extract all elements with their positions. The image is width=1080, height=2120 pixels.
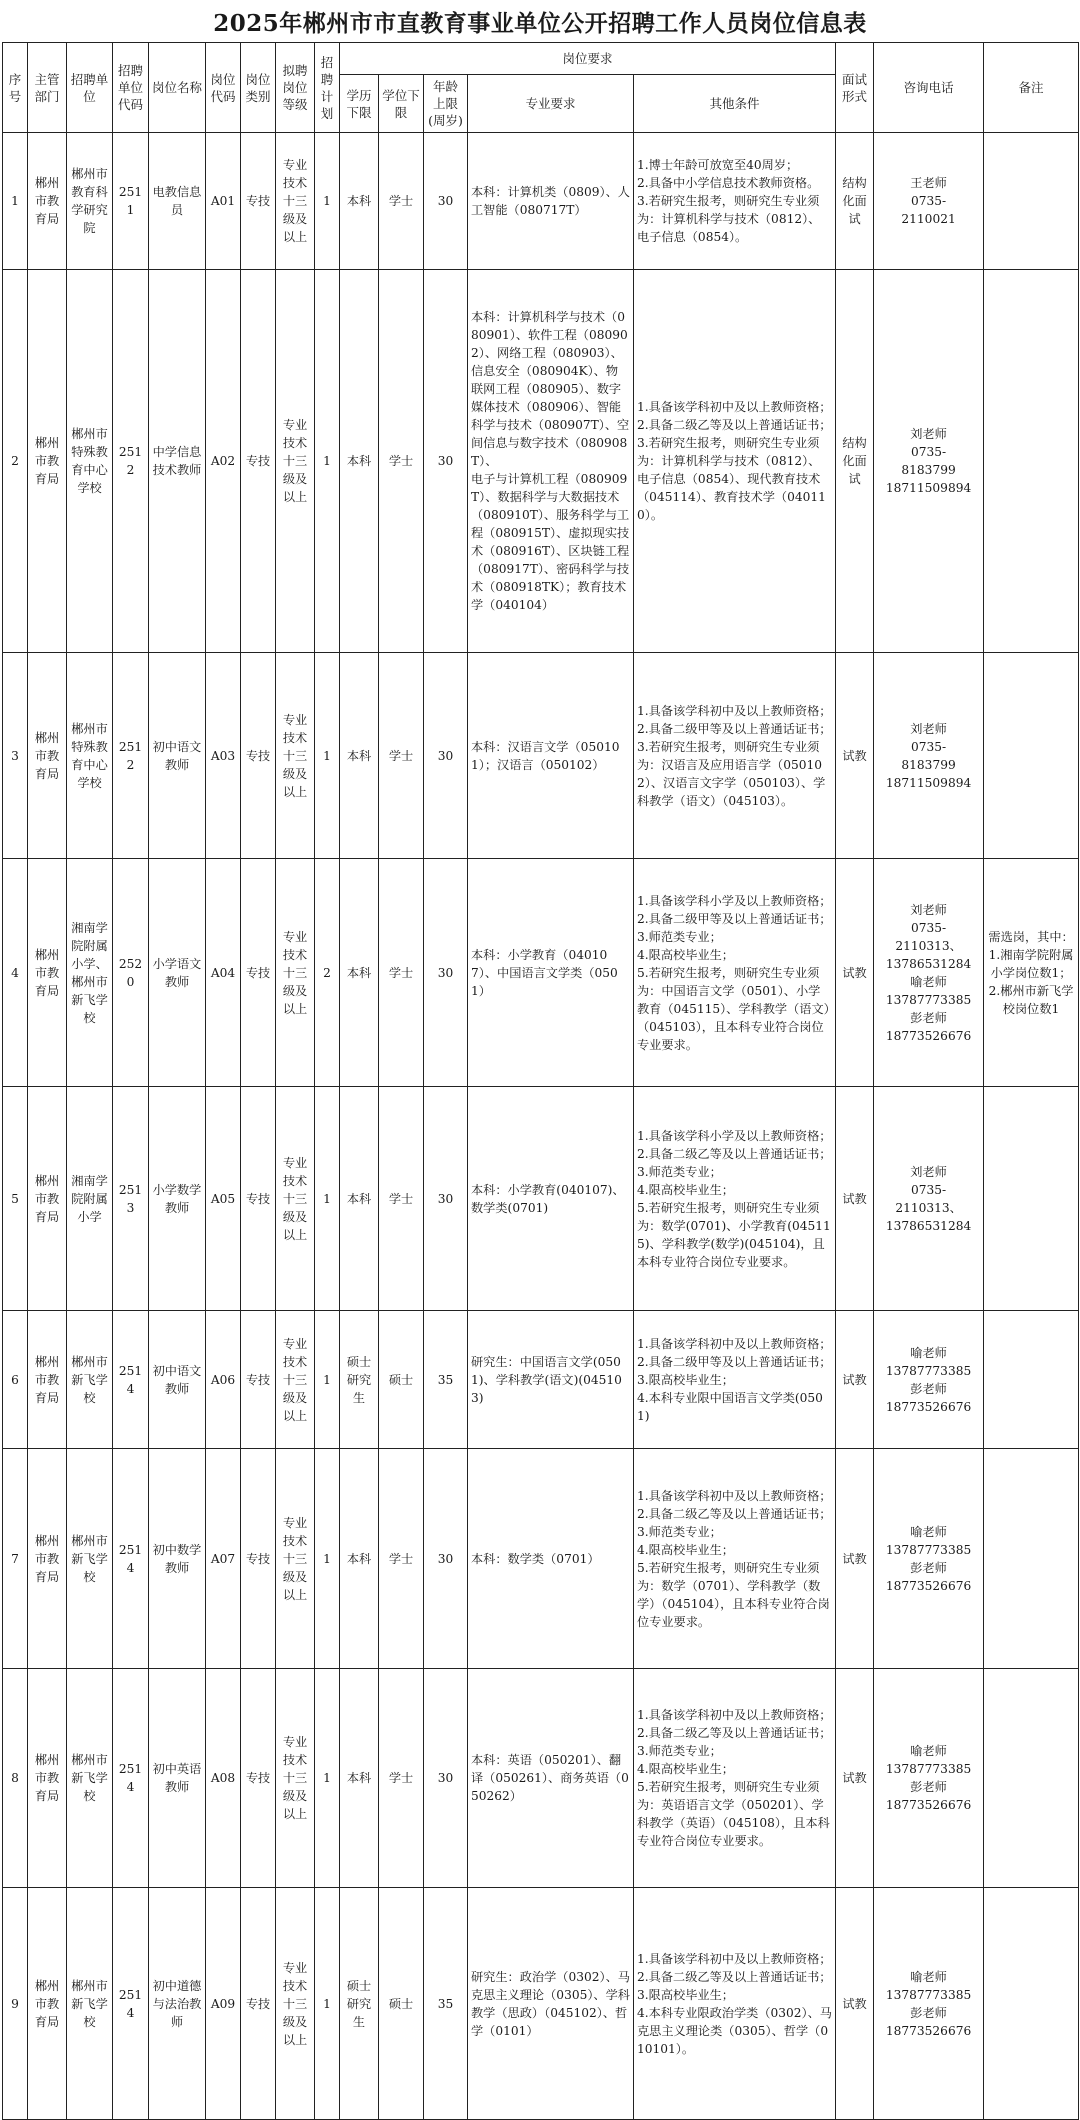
cell-phone: 刘老师 0735- 8183799 18711509894	[874, 653, 984, 859]
header-dept: 主管部门	[28, 43, 67, 133]
cell-post-code: A01	[206, 133, 241, 270]
cell-unit-code: 2514	[113, 1449, 149, 1669]
cell-interview: 试教	[836, 859, 874, 1087]
table-row	[3, 1311, 1079, 1449]
cell-post-level: 专业技术十三级及以上	[276, 1669, 315, 1888]
cell-post-code: A02	[206, 270, 241, 653]
cell-remark	[984, 1311, 1079, 1449]
cell-plan: 1	[315, 653, 340, 859]
cell-phone: 喻老师 13787773385 彭老师 18773526676	[874, 1449, 984, 1669]
header-interview: 面试形式	[836, 43, 874, 133]
table-row	[3, 1669, 1079, 1888]
cell-dept: 郴州市教育局	[28, 1449, 67, 1669]
cell-dept: 郴州市教育局	[28, 1311, 67, 1449]
cell-seq: 1	[3, 133, 28, 270]
cell-post-type: 专技	[241, 133, 276, 270]
cell-seq: 2	[3, 270, 28, 653]
cell-remark	[984, 653, 1079, 859]
header-other: 其他条件	[634, 75, 836, 133]
cell-age: 35	[424, 1888, 468, 2120]
cell-phone: 刘老师 0735- 8183799 18711509894	[874, 270, 984, 653]
cell-post-type: 专技	[241, 653, 276, 859]
cell-major: 研究生：中国语言文学(0501)、学科教学(语文)(045103)	[468, 1311, 634, 1449]
cell-post-type: 专技	[241, 1669, 276, 1888]
cell-plan: 1	[315, 270, 340, 653]
cell-phone: 喻老师 13787773385 彭老师 18773526676	[874, 1311, 984, 1449]
header-post-name: 岗位名称	[149, 43, 206, 133]
cell-post-name: 初中道德与法治教师	[149, 1888, 206, 2120]
cell-interview: 试教	[836, 1311, 874, 1449]
cell-age: 30	[424, 1449, 468, 1669]
header-post-level: 拟聘岗位等级	[276, 43, 315, 133]
cell-remark	[984, 270, 1079, 653]
cell-remark	[984, 1888, 1079, 2120]
cell-unit: 湘南学院附属小学、郴州市新飞学校	[67, 859, 113, 1087]
cell-plan: 1	[315, 1888, 340, 2120]
cell-major: 本科：小学教育(040107)、数学类(0701)	[468, 1087, 634, 1311]
cell-seq: 4	[3, 859, 28, 1087]
cell-post-name: 中学信息技术教师	[149, 270, 206, 653]
cell-unit: 湘南学院附属小学	[67, 1087, 113, 1311]
cell-dept: 郴州市教育局	[28, 133, 67, 270]
header-edu: 学历下限	[340, 75, 379, 133]
cell-phone: 刘老师 0735- 2110313、 13786531284 喻老师 13787773385 彭老师 18773526676	[874, 859, 984, 1087]
cell-unit-code: 2514	[113, 1888, 149, 2120]
cell-plan: 1	[315, 1087, 340, 1311]
cell-post-code: A09	[206, 1888, 241, 2120]
cell-major: 研究生：政治学（0302）、马克思主义理论（0305）、学科教学（思政）（045102）、哲学（0101）	[468, 1888, 634, 2120]
cell-unit: 郴州市新飞学校	[67, 1449, 113, 1669]
cell-phone: 王老师 0735- 2110021	[874, 133, 984, 270]
table-body	[3, 133, 1079, 2120]
cell-unit: 郴州市新飞学校	[67, 1669, 113, 1888]
cell-other: 1.具备该学科初中及以上教师资格； 2.具备二级乙等及以上普通话证书； 3.若研究生报考，则研究生专业须为：计算机科学与技术（0812）、电子信息（0854）、现代教育技术（045114）、教育技术学（040110）。	[634, 270, 836, 653]
cell-major: 本科：计算机类（0809）、人工智能（080717T）	[468, 133, 634, 270]
cell-post-name: 初中语文教师	[149, 653, 206, 859]
cell-major: 本科：小学教育（040107）、中国语言文学类（0501）	[468, 859, 634, 1087]
cell-unit: 郴州市新飞学校	[67, 1888, 113, 2120]
cell-post-code: A08	[206, 1669, 241, 1888]
cell-edu: 本科	[340, 859, 379, 1087]
header-unit-code: 招聘单位代码	[113, 43, 149, 133]
cell-post-type: 专技	[241, 1087, 276, 1311]
cell-plan: 1	[315, 1449, 340, 1669]
cell-unit: 郴州市特殊教育中心学校	[67, 270, 113, 653]
cell-remark	[984, 1669, 1079, 1888]
cell-seq: 6	[3, 1311, 28, 1449]
cell-other: 1.具备该学科初中及以上教师资格； 2.具备二级乙等及以上普通话证书； 3.限高校毕业生； 4.本科专业限政治学类（0302）、马克思主义理论类（0305）、哲学（010101）。	[634, 1888, 836, 2120]
cell-unit: 郴州市特殊教育中心学校	[67, 653, 113, 859]
cell-phone: 刘老师 0735- 2110313、 13786531284	[874, 1087, 984, 1311]
cell-dept: 郴州市教育局	[28, 859, 67, 1087]
cell-degree: 学士	[379, 653, 424, 859]
cell-post-code: A03	[206, 653, 241, 859]
cell-other: 1.具备该学科初中及以上教师资格； 2.具备二级乙等及以上普通话证书； 3.师范类专业； 4.限高校毕业生； 5.若研究生报考，则研究生专业须为：数学（0701）、学科教学（数学）（045104），且本科专业符合岗位专业要求。	[634, 1449, 836, 1669]
header-post-code: 岗位代码	[206, 43, 241, 133]
cell-dept: 郴州市教育局	[28, 1888, 67, 2120]
cell-unit: 郴州市教育科学研究院	[67, 133, 113, 270]
cell-post-type: 专技	[241, 1888, 276, 2120]
cell-other: 1.具备该学科初中及以上教师资格； 2.具备二级甲等及以上普通话证书； 3.若研究生报考，则研究生专业须为：汉语言及应用语言学（050102）、汉语言文字学（050103）、学科教学（语文）（045103）。	[634, 653, 836, 859]
cell-unit-code: 2511	[113, 133, 149, 270]
cell-plan: 1	[315, 1311, 340, 1449]
cell-degree: 学士	[379, 1669, 424, 1888]
cell-unit-code: 2520	[113, 859, 149, 1087]
cell-interview: 试教	[836, 1087, 874, 1311]
cell-edu: 本科	[340, 1669, 379, 1888]
cell-post-level: 专业技术十三级及以上	[276, 133, 315, 270]
cell-age: 35	[424, 1311, 468, 1449]
cell-remark: 需选岗，其中： 1.湘南学院附属小学岗位数1； 2.郴州市新飞学校岗位数1	[984, 859, 1079, 1087]
cell-post-name: 小学语文教师	[149, 859, 206, 1087]
cell-post-name: 初中语文教师	[149, 1311, 206, 1449]
header-unit: 招聘单位	[67, 43, 113, 133]
cell-degree: 学士	[379, 859, 424, 1087]
cell-phone: 喻老师 13787773385 彭老师 18773526676	[874, 1888, 984, 2120]
table-row	[3, 653, 1079, 859]
cell-degree: 学士	[379, 133, 424, 270]
header-post-type: 岗位类别	[241, 43, 276, 133]
cell-seq: 8	[3, 1669, 28, 1888]
cell-dept: 郴州市教育局	[28, 1669, 67, 1888]
cell-age: 30	[424, 133, 468, 270]
cell-degree: 硕士	[379, 1888, 424, 2120]
header-requirements: 岗位要求	[340, 43, 836, 75]
table-row	[3, 270, 1079, 653]
cell-post-type: 专技	[241, 859, 276, 1087]
cell-interview: 试教	[836, 1449, 874, 1669]
cell-degree: 硕士	[379, 1311, 424, 1449]
table-row	[3, 1087, 1079, 1311]
cell-interview: 试教	[836, 1888, 874, 2120]
cell-edu: 硕士研究生	[340, 1311, 379, 1449]
cell-other: 1.具备该学科初中及以上教师资格； 2.具备二级乙等及以上普通话证书； 3.师范类专业； 4.限高校毕业生； 5.若研究生报考，则研究生专业须为：英语语言文学（050201）、学科教学（英语）（045108），且本科专业符合岗位专业要求。	[634, 1669, 836, 1888]
cell-unit-code: 2513	[113, 1087, 149, 1311]
header-degree: 学位下限	[379, 75, 424, 133]
cell-post-code: A07	[206, 1449, 241, 1669]
cell-age: 30	[424, 270, 468, 653]
table-row	[3, 859, 1079, 1087]
cell-post-code: A04	[206, 859, 241, 1087]
cell-seq: 9	[3, 1888, 28, 2120]
cell-post-name: 小学数学教师	[149, 1087, 206, 1311]
cell-edu: 本科	[340, 1087, 379, 1311]
cell-post-code: A05	[206, 1087, 241, 1311]
cell-remark	[984, 1087, 1079, 1311]
recruitment-table	[2, 42, 1079, 2120]
cell-degree: 学士	[379, 1449, 424, 1669]
cell-age: 30	[424, 1087, 468, 1311]
cell-degree: 学士	[379, 1087, 424, 1311]
header-remark: 备注	[984, 43, 1079, 133]
cell-interview: 结构化面试	[836, 270, 874, 653]
cell-dept: 郴州市教育局	[28, 270, 67, 653]
cell-edu: 本科	[340, 270, 379, 653]
cell-dept: 郴州市教育局	[28, 1087, 67, 1311]
cell-seq: 3	[3, 653, 28, 859]
cell-other: 1.博士年龄可放宽至40周岁； 2.具备中小学信息技术教师资格。 3.若研究生报考，则研究生专业须为：计算机科学与技术（0812）、电子信息（0854）。	[634, 133, 836, 270]
header-seq: 序号	[3, 43, 28, 133]
cell-remark	[984, 1449, 1079, 1669]
cell-major: 本科：计算机科学与技术（080901）、软件工程（080902）、网络工程（080903）、 信息安全（080904K）、物联网工程（080905）、数字媒体技术（080906）、智能科学与技术（080907T）、空间信息与数字技术（080908T）、 电子与计算机工程（080909T）、数据科学与大数据技术（080910T）、服务科学与工程（080915T）、虚拟现实技术（080916T）、区块链工程（080917T）、密码科学与技术（080918TK）；教育技术学（040104）	[468, 270, 634, 653]
cell-seq: 5	[3, 1087, 28, 1311]
cell-major: 本科：汉语言文学（050101）；汉语言（050102）	[468, 653, 634, 859]
cell-post-level: 专业技术十三级及以上	[276, 859, 315, 1087]
cell-unit: 郴州市新飞学校	[67, 1311, 113, 1449]
cell-major: 本科：数学类（0701）	[468, 1449, 634, 1669]
cell-phone: 喻老师 13787773385 彭老师 18773526676	[874, 1669, 984, 1888]
header-phone: 咨询电话	[874, 43, 984, 133]
table-row	[3, 133, 1079, 270]
cell-unit-code: 2514	[113, 1311, 149, 1449]
cell-other: 1.具备该学科小学及以上教师资格； 2.具备二级乙等及以上普通话证书； 3.师范类专业； 4.限高校毕业生； 5.若研究生报考，则研究生专业须为：数学(0701)、小学教育(045115)、学科教学(数学)(045104)，且本科专业符合岗位专业要求。	[634, 1087, 836, 1311]
cell-post-level: 专业技术十三级及以上	[276, 270, 315, 653]
cell-edu: 本科	[340, 1449, 379, 1669]
cell-post-name: 电教信息员	[149, 133, 206, 270]
cell-degree: 学士	[379, 270, 424, 653]
cell-unit-code: 2514	[113, 1669, 149, 1888]
cell-unit-code: 2512	[113, 270, 149, 653]
cell-edu: 本科	[340, 133, 379, 270]
cell-plan: 1	[315, 133, 340, 270]
cell-plan: 2	[315, 859, 340, 1087]
header-plan: 招聘计划	[315, 43, 340, 133]
cell-major: 本科：英语（050201）、翻译（050261）、商务英语（050262）	[468, 1669, 634, 1888]
cell-age: 30	[424, 1669, 468, 1888]
cell-edu: 本科	[340, 653, 379, 859]
cell-post-level: 专业技术十三级及以上	[276, 1087, 315, 1311]
cell-post-code: A06	[206, 1311, 241, 1449]
cell-post-level: 专业技术十三级及以上	[276, 1449, 315, 1669]
table-row	[3, 1888, 1079, 2120]
cell-interview: 试教	[836, 653, 874, 859]
cell-other: 1.具备该学科初中及以上教师资格； 2.具备二级甲等及以上普通话证书； 3.限高校毕业生； 4.本科专业限中国语言文学类(0501)	[634, 1311, 836, 1449]
cell-seq: 7	[3, 1449, 28, 1669]
cell-interview: 结构化面试	[836, 133, 874, 270]
cell-post-name: 初中数学教师	[149, 1449, 206, 1669]
cell-post-type: 专技	[241, 1449, 276, 1669]
cell-edu: 硕士研究生	[340, 1888, 379, 2120]
cell-dept: 郴州市教育局	[28, 653, 67, 859]
cell-post-type: 专技	[241, 270, 276, 653]
cell-plan: 1	[315, 1669, 340, 1888]
table-row	[3, 1449, 1079, 1669]
cell-post-level: 专业技术十三级及以上	[276, 1311, 315, 1449]
cell-age: 30	[424, 653, 468, 859]
cell-age: 30	[424, 859, 468, 1087]
cell-unit-code: 2512	[113, 653, 149, 859]
document-title: 2025年郴州市市直教育事业单位公开招聘工作人员岗位信息表	[213, 10, 867, 37]
header-major: 专业要求	[468, 75, 634, 133]
cell-remark	[984, 133, 1079, 270]
cell-post-level: 专业技术十三级及以上	[276, 1888, 315, 2120]
cell-post-type: 专技	[241, 1311, 276, 1449]
header-age: 年龄上限(周岁)	[424, 75, 468, 133]
cell-interview: 试教	[836, 1669, 874, 1888]
cell-post-level: 专业技术十三级及以上	[276, 653, 315, 859]
cell-other: 1.具备该学科小学及以上教师资格； 2.具备二级甲等及以上普通话证书； 3.师范类专业； 4.限高校毕业生； 5.若研究生报考，则研究生专业须为：中国语言文学（0501）、小学教育（045115）、学科教学（语文）（045103），且本科专业符合岗位专业要求。	[634, 859, 836, 1087]
cell-post-name: 初中英语教师	[149, 1669, 206, 1888]
